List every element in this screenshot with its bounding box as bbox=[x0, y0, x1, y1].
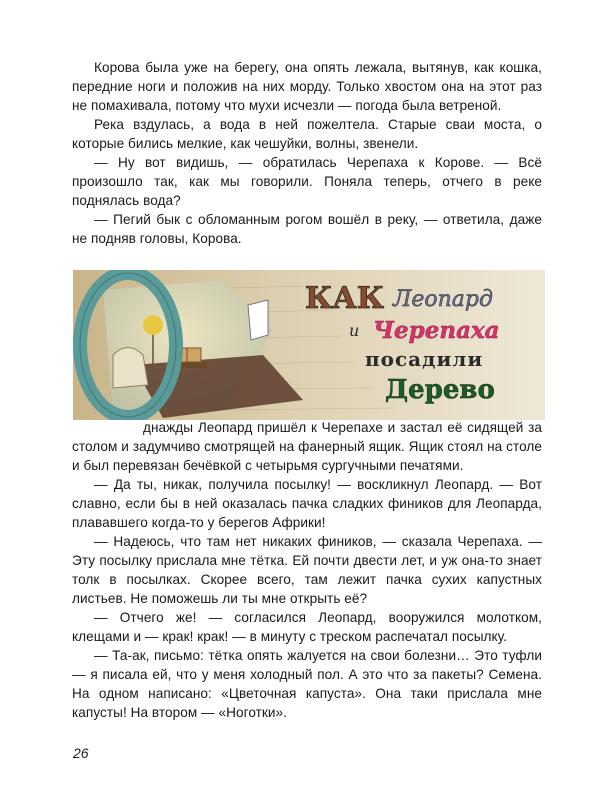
paragraph: Река вздулась, а вода в ней пожелтела. Старые сваи моста, о которые бились мелкие, как чешуйки, волны, звенели. bbox=[72, 117, 542, 151]
paragraph: — Пегий бык с обломанным рогом вошёл в реку, — ответила, даже не подняв головы, Корова. bbox=[72, 212, 542, 246]
paragraph: — Отчего же! — согласился Леопард, вооружился молотком, клещами и — крак! крак! — в минуту с треском распечатал посылку. bbox=[72, 610, 542, 644]
paragraph: — Да ты, никак, получила посылку! — воскликнул Леопард. — Вот славно, если бы в ней оказалась пачка сладких фиников для Леопарда, плававшего когда-то у берегов Африки! bbox=[72, 477, 542, 530]
text-block-bottom bbox=[72, 418, 542, 722]
illustration-svg bbox=[73, 270, 545, 420]
story-first-paragraph bbox=[72, 418, 542, 475]
page-number: 26 bbox=[73, 745, 89, 761]
title-word-cherepakha: Черепаха bbox=[373, 317, 500, 344]
paragraph: — Надеюсь, что там нет никаких фиников, — сказала Черепаха. — Эту посылку прислала мне тётка. Ей почти двести лет, и уж она-то знает толк в посылках. Скорее всего, там лежит пачка сухих капустных листьев. Не поможешь ли ты мне открыть её? bbox=[72, 534, 542, 606]
chapter-illustration bbox=[73, 270, 545, 420]
title-word-derevo: Дерево bbox=[385, 375, 495, 405]
text-block-top bbox=[72, 58, 542, 248]
first-paragraph-text: днажды Леопард пришёл к Черепахе и застал её сидящей за столом и задумчиво смотрящей на фанерный ящик. Ящик стоял на столе и был перевязан бечёвкой с четырьмя сургучными печатями. bbox=[72, 420, 542, 473]
title-word-leopard: Леопард bbox=[393, 287, 493, 312]
title-word-i: и bbox=[349, 321, 360, 340]
paragraph: — Та-ак, письмо: тётка опять жалуется на свои болезни… Это туфли — я писала ей, что у меня холодный пол. А это что за пакеты? Семена. На одном написано: «Цветочная капуста». Она таки прислала мне капусты! На втором — «Ноготки». bbox=[72, 648, 542, 720]
title-word-posadili: посадили bbox=[365, 347, 484, 371]
title-word-kak: КАК bbox=[305, 281, 385, 316]
paragraph: — Ну вот видишь, — обратилась Черепаха к Корове. — Всё произошло так, как мы говорили. Поняла теперь, отчего в реке поднялась вода? bbox=[72, 155, 542, 208]
door bbox=[248, 300, 268, 340]
paragraph: Корова была уже на берегу, она опять лежала, вытянув, как кошка, передние ноги и положив на них морду. Только хвостом она на этот раз не помахивала, потому что мухи исчезли — погода была ветреной. bbox=[72, 60, 542, 113]
lamp-shade bbox=[143, 315, 163, 335]
